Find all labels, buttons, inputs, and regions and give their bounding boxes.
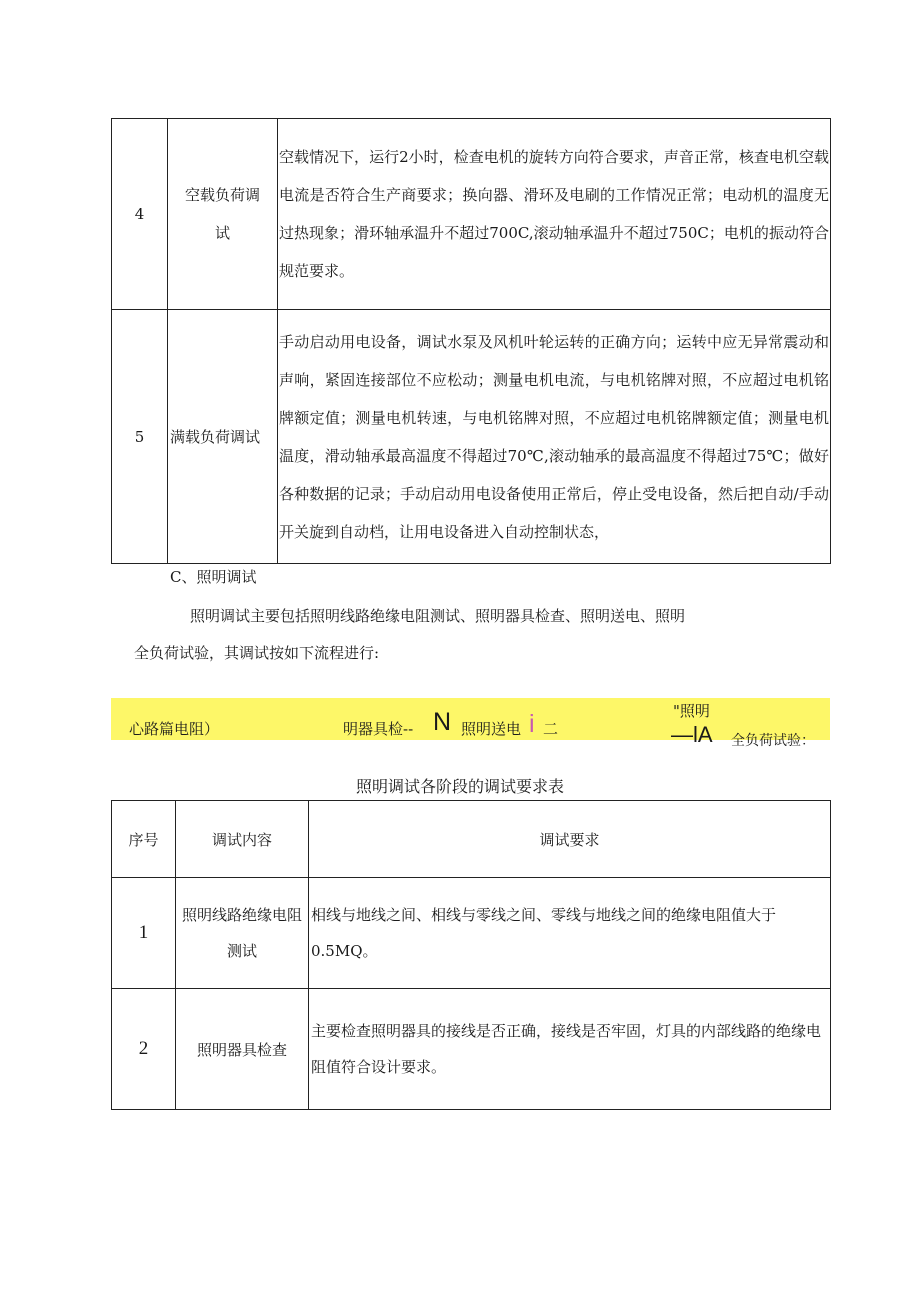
test-item: 满载负荷调试 bbox=[168, 310, 278, 564]
intro-paragraph-line: 全负荷试验，其调试按如下流程进行: bbox=[134, 644, 380, 662]
table-row bbox=[112, 310, 831, 564]
test-requirement: 主要检查照明器具的接线是否正确，接线是否牢固，灯具的内部线路的绝缘电阻值符合设计要求。 bbox=[309, 989, 831, 1110]
flow-arrow-icon: —lA bbox=[671, 722, 713, 747]
intro-paragraph-line: 照明调试主要包括照明线路绝缘电阻测试、照明器具检查、照明送电、照明 bbox=[190, 607, 686, 625]
row-number: 1 bbox=[112, 878, 176, 989]
test-requirement: 相线与地线之间、相线与零线之间、零线与地线之间的绝缘电阻值大于0.5MQ。 bbox=[309, 878, 831, 989]
motor-test-table bbox=[111, 118, 831, 564]
flow-step: 照明送电 bbox=[461, 720, 522, 738]
test-item-line: 试 bbox=[214, 224, 230, 242]
test-description: 手动启动用电设备，调试水泵及风机叶轮运转的正确方向；运转中应无异常震动和声响，紧固连接部位不应松动；测量电机电流，与电机铭牌对照，不应超过电机铭牌额定值；测量电机转速，与电机铭牌对照，不应超过电机铭牌额定值；测量电机温度，滑动轴承最高温度不得超过70℃,滚动轴承的最高温度不得超过75℃；做好各种数据的记录；手动启动用电设备使用正常后，停止受电设备，然后把自动/手动开关旋到自动档，让用电设备进入自动控制状态， bbox=[278, 310, 831, 564]
flow-step: 心路篇电阻） bbox=[129, 720, 220, 738]
flow-step: 全负荷试验： bbox=[731, 733, 815, 749]
table-row bbox=[112, 989, 831, 1110]
row-number: 5 bbox=[112, 310, 168, 564]
row-number: 4 bbox=[112, 119, 168, 310]
column-header: 调试内容 bbox=[176, 801, 309, 878]
table-title: 照明调试各阶段的调试要求表 bbox=[355, 777, 564, 796]
flow-mark: 二 bbox=[543, 720, 559, 738]
flow-arrow-icon: N bbox=[433, 708, 452, 736]
flow-mark: i bbox=[529, 710, 535, 738]
test-item bbox=[168, 119, 278, 310]
flow-step: 明器具检-- bbox=[343, 720, 414, 738]
table-row bbox=[112, 119, 831, 310]
row-number: 2 bbox=[112, 989, 176, 1110]
lighting-test-table bbox=[111, 800, 831, 1110]
table-header-row bbox=[112, 801, 831, 878]
table-row bbox=[112, 878, 831, 989]
test-item-line: 空载负荷调 bbox=[184, 186, 260, 204]
test-description: 空载情况下，运行2小时，检查电机的旋转方向符合要求，声音正常，核查电机空载电流是否符合生产商要求；换向器、滑环及电刷的工作情况正常；电动机的温度无过热现象；滑环轴承温升不超过700C,滚动轴承温升不超过750C；电机的振动符合规范要求。 bbox=[278, 119, 831, 310]
section-heading: C、照明调试 bbox=[170, 568, 257, 586]
test-content: 照明线路绝缘电阻测试 bbox=[176, 878, 309, 989]
test-content: 照明器具检查 bbox=[176, 989, 309, 1110]
column-header: 序号 bbox=[112, 801, 176, 878]
column-header: 调试要求 bbox=[309, 801, 831, 878]
flow-step: "照明 bbox=[673, 702, 710, 720]
flow-diagram bbox=[111, 698, 830, 749]
